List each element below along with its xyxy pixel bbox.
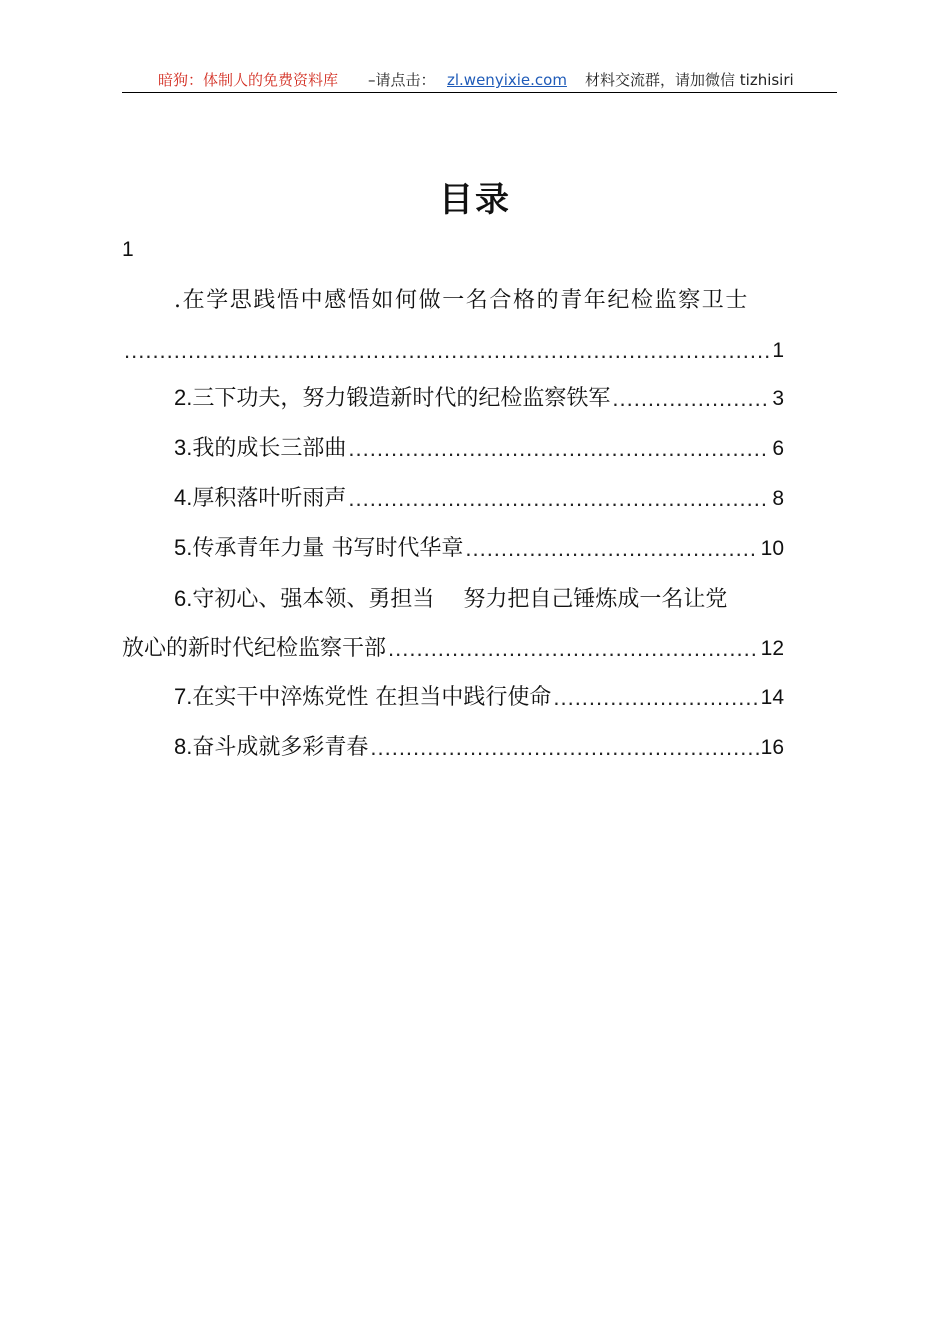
toc-leader-dots: [465, 534, 758, 564]
toc-entry-4[interactable]: [174, 484, 784, 514]
toc-entry-number: 6.: [174, 586, 193, 611]
page-title: 目录: [439, 180, 511, 220]
toc-entry-number: 3.: [174, 435, 193, 460]
toc-entry-number: 4.: [174, 485, 193, 510]
header-link-prompt: –请点击：: [368, 71, 436, 89]
toc-entry-page: 6: [772, 437, 784, 460]
toc-entry-number: 2.: [174, 385, 193, 410]
header-brand: 暗狗：体制人的免费资料库: [158, 71, 339, 89]
toc-leader-dots: [370, 733, 758, 763]
toc-leader-dots: [124, 336, 770, 366]
header-contact: 材料交流群，请加微信 tizhisiri: [585, 71, 794, 89]
toc-entry-label-line1: 守初心、强本领、勇担当 努力把自己锤炼成一名让党: [192, 587, 728, 612]
toc-entry-7[interactable]: [174, 683, 784, 713]
toc-entry-number: 7.: [174, 684, 193, 709]
toc-leader-dots: [553, 683, 758, 713]
header-link[interactable]: zl.wenyixie.com: [447, 71, 567, 89]
toc-entry-page: 8: [772, 487, 784, 510]
toc-entry-label: 放心的新时代纪检监察干部: [122, 636, 387, 661]
toc-entry-label: 在实干中淬炼党性 在担当中践行使命: [192, 685, 552, 710]
toc-entry-8[interactable]: [174, 733, 784, 763]
toc-entry-label: 厚积落叶听雨声: [192, 486, 347, 511]
toc-leader-dots: [348, 484, 770, 514]
toc-entry-label: 奋斗成就多彩青春: [192, 735, 369, 760]
toc-entry-1[interactable]: [122, 336, 784, 366]
toc-entry-number: 5.: [174, 535, 193, 560]
toc-entry-5[interactable]: [174, 534, 784, 564]
toc-entry-6[interactable]: [122, 634, 784, 664]
page-header: [122, 70, 837, 93]
toc-entry-page: 3: [772, 387, 784, 410]
toc-entry-number: 8.: [174, 734, 193, 759]
toc-entry-2[interactable]: [174, 384, 784, 414]
toc-leader-dots: [612, 384, 770, 414]
toc-entry-page: 12: [760, 637, 784, 660]
toc-entry-label: 传承青年力量 书写时代华章: [192, 536, 464, 561]
toc-entry-page: 1: [772, 339, 784, 362]
toc-entry-3[interactable]: [174, 434, 784, 464]
toc-entry-label: 我的成长三部曲: [192, 436, 347, 461]
toc-entry-page: 14: [760, 686, 784, 709]
toc-entry-label: 三下功夫，努力锻造新时代的纪检监察铁军: [192, 386, 611, 411]
stray-number: 1: [122, 238, 134, 261]
toc-entry-6-line1[interactable]: [174, 584, 727, 615]
toc-entry-page: 10: [760, 537, 784, 560]
toc-leader-dots: [388, 634, 759, 664]
toc-entry-page: 16: [760, 736, 784, 759]
toc-leader-dots: [348, 434, 770, 464]
toc-entry-1-line1[interactable]: .在学思践悟中感悟如何做一名合格的青年纪检监察卫士: [174, 288, 749, 313]
